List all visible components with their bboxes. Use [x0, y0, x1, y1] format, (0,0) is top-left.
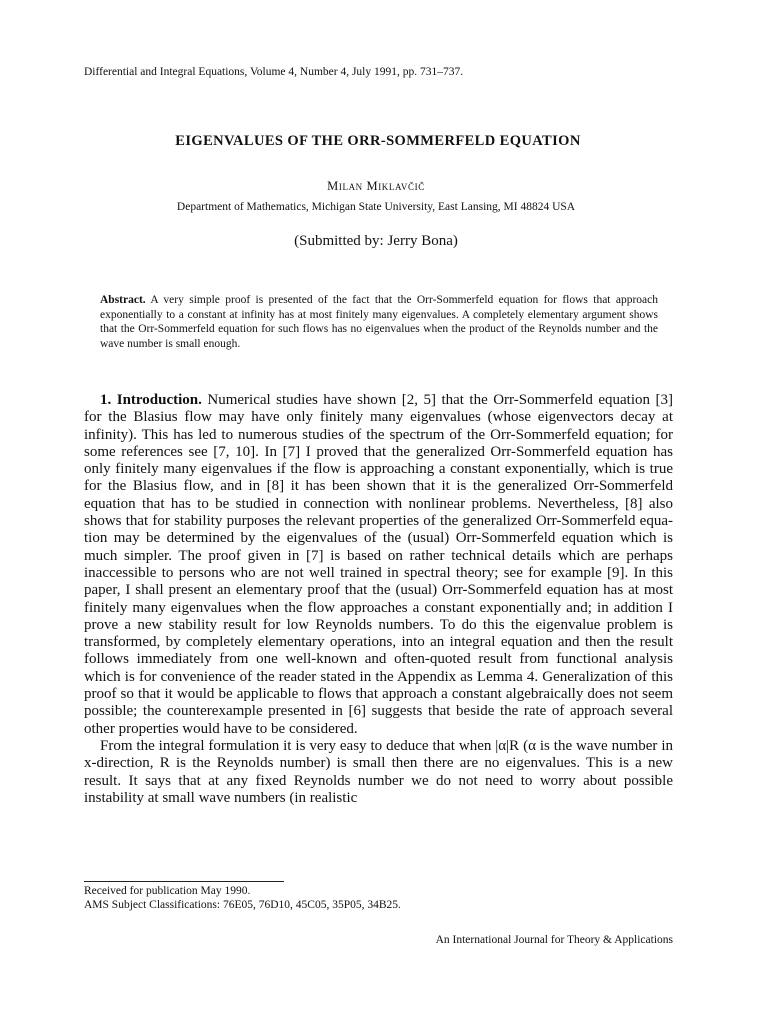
submitted-by: (Submitted by: Jerry Bona)	[294, 233, 458, 249]
paper-title: EIGENVALUES OF THE ORR-SOMMERFELD EQUATION	[175, 133, 581, 149]
author-name: Milan Miklavčič	[327, 179, 425, 193]
author-affiliation: Department of Mathematics, Michigan State University, East Lansing, MI 48824 USA	[176, 201, 576, 213]
abstract	[100, 293, 658, 351]
paragraph-1-text: Numerical studies have shown [2, 5] that the Orr-Sommerfeld equation [3] for the Blasius flow may have only finitely many eigenvalues (whose eigenvectors decay at infinity). This has led to numerous studies of the spectrum of the Orr-Sommerfeld equation; for some references see [7, 10]. In [7] I proved that the generalized Orr-Sommerfeld equation has only finitely many eigenvalues if the flow is approaching a constant exponentially, which is true for the Blasius flow, and in [8] it has been shown that it is the generalized Orr-Sommerfeld equation that has to be studied in connection with nonlinear problems. Nevertheless, [8] also shows that for stability purposes the relevant properties of the generalized Orr-Sommerfeld equation may be determined by the eigenvalues of the (usual) Orr-Sommerfeld equation which is much simpler. The proof given in [7] is based on rather technical details which are perhaps inaccessible to persons who are not well trained in spectral theory; see for example [9]. In this paper, I shall present an elementary proof that the (usual) Orr-Sommerfeld equation has at most finitely many eigenvalues when the flow approaches a constant exponentially and; in addition I prove a new stability result for low Reynolds numbers. To do this the eigenvalue problem is transformed, by completely elementary operations, into an integral equation and then the result follows immediately from one well-known and often-quoted result from functional analysis which is for convenience of the reader stated in the Appendix as Lemma 4. Generalization of this proof so that it would be applicable to flows that approach a constant algebraically does not seem possible; the counterexample presented in [6] suggests that beside the rate of approach several other properties would have to be considered.	[84, 392, 673, 737]
journal-footer: An International Journal for Theory & Applications	[435, 934, 673, 946]
footnote-divider	[84, 881, 284, 882]
received-note: Received for publication May 1990.	[84, 885, 251, 897]
footnotes	[84, 884, 644, 912]
ams-classification-note: AMS Subject Classifications: 76E05, 76D10, 45C05, 35P05, 34B25.	[84, 899, 401, 911]
abstract-label: Abstract.	[100, 294, 146, 306]
introduction-section	[84, 392, 673, 807]
introduction-paragraph-2	[84, 738, 673, 807]
abstract-text: A very simple proof is presented of the fact that the Orr-Sommerfeld equation for flows that approach exponentially to a constant at infinity has at most finitely many eigenvalues. A completely elementary argument shows that the Orr-Sommerfeld equation for such flows has no eigenvalues when the product of the Reynolds number and the wave number is small enough.	[100, 294, 658, 350]
introduction-paragraph-1	[84, 392, 673, 738]
paragraph-2-text: From the integral formulation it is very easy to deduce that when |α|R (α is the wave number in x-direction, R is the Reynolds number) is small then there are no eigenvalues. This is a new result. It says that at any fixed Reynolds number we do not need to worry about possible instability at small wave numbers (in realistic	[84, 737, 673, 806]
section-heading: 1. Introduction.	[100, 392, 202, 408]
journal-citation: Differential and Integral Equations, Volume 4, Number 4, July 1991, pp. 731–737.	[84, 66, 464, 78]
